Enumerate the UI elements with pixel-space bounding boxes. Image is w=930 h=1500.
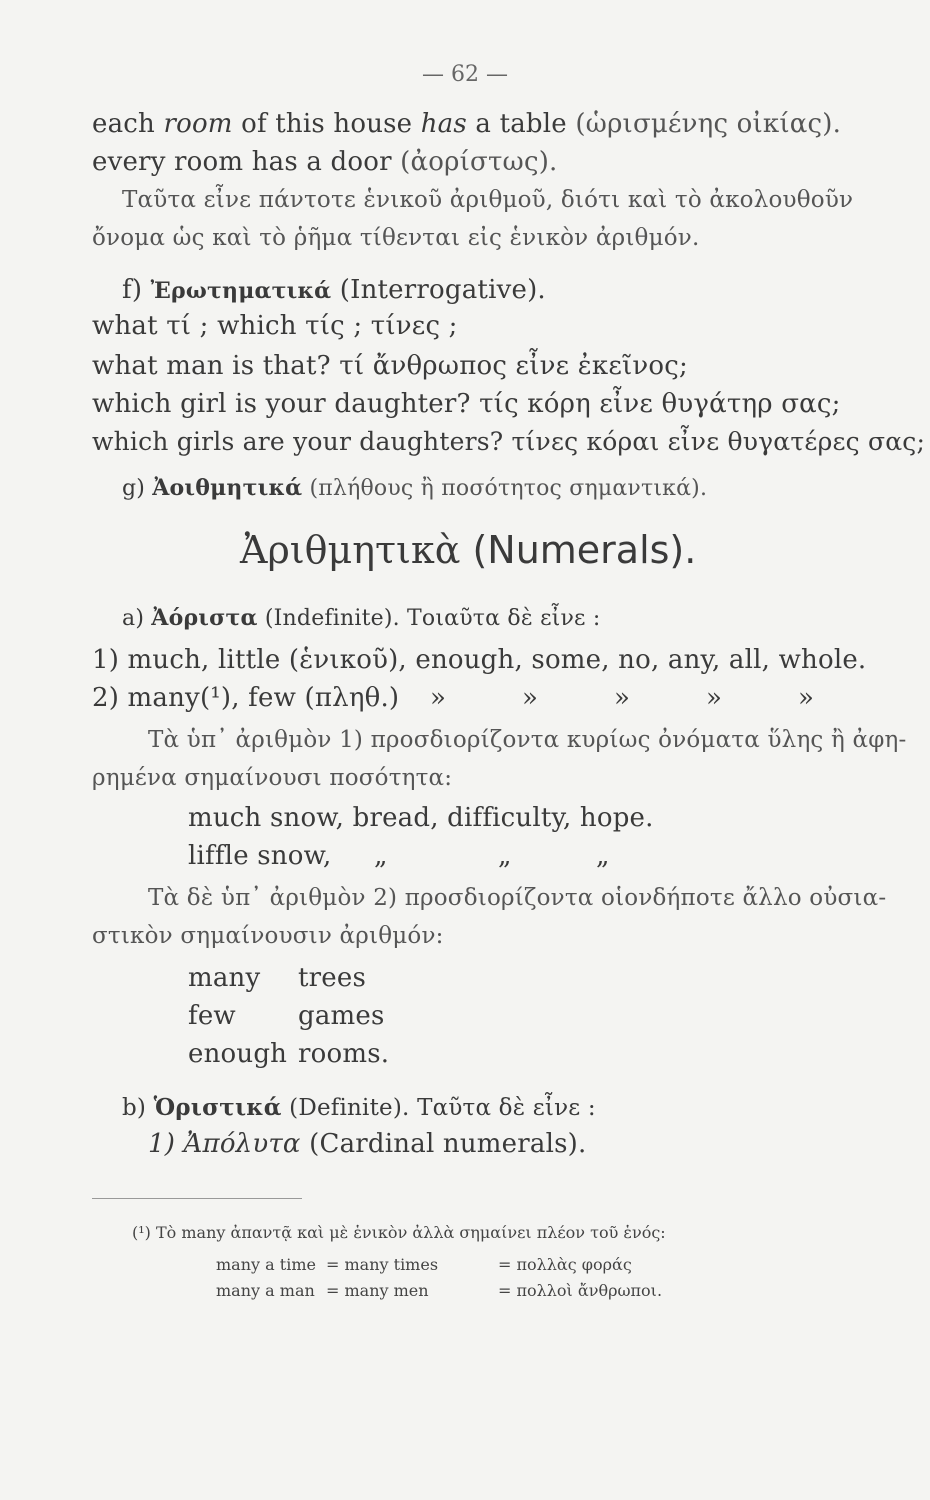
footnote-line-2: many a time = many times = πολλὰς φοράς (216, 1255, 632, 1274)
ditto-marks-row: » » » » » (429, 683, 815, 713)
example-few-games: few games (188, 1001, 385, 1031)
greek-para3-line-2: στικὸν σημαίνουσιν ἀριθμόν: (92, 923, 444, 949)
greek-para2-line-1: Τὰ ὑπ᾽ ἀριθμὸν 1) προσδιορίζοντα κυρίως ὀνόματα ὕλης ἢ ἀφη- (148, 727, 907, 753)
greek-para2-line-2: ρημένα σημαίνουσι ποσότητα: (92, 765, 453, 791)
section-b-heading: b) Ὁριστικά (Definite). Ταῦτα δὲ εἶνε : (122, 1094, 596, 1121)
interrogative-line-3: which girl is your daughter? τίς κόρη εἶνε θυγάτηρ σας; (92, 389, 841, 419)
line-every-room: every room has a door (ἀορίστως). (92, 147, 558, 177)
footnote-line-3: many a man = many men = πολλοὶ ἄνθρωποι. (216, 1281, 663, 1300)
example-much: much snow, bread, difficulty, hope. (188, 803, 654, 833)
section-f-heading: f) Ἐρωτηματικά (Interrogative). (122, 275, 546, 305)
example-enough-rooms: enough rooms. (188, 1039, 390, 1069)
greek-para-line-2: ὄνομα ὡς καὶ τὸ ῥῆμα τίθενται εἰς ἑνικὸν ἀριθμόν. (92, 225, 700, 251)
section-a-heading: a) Ἀόριστα (Indefinite). Τοιαῦτα δὲ εἶνε : (122, 605, 601, 631)
page-number: — 62 — (422, 62, 508, 87)
footnote-line-1: (¹) Τὸ many ἀπαντᾷ καὶ μὲ ἑνικὸν ἀλλὰ σημαίνει πλέον τοῦ ἑνός: (132, 1223, 666, 1242)
interrogative-line-1: what τί ; which τίς ; τίνες ; (92, 311, 458, 341)
indefinite-item-1: 1) much, little (ἑνικοῦ), enough, some, no, any, all, whole. (92, 645, 867, 675)
indefinite-item-2: 2) many(¹), few (πληθ.) » » » » » (92, 682, 399, 714)
greek-para3-line-1: Τὰ δὲ ὑπ᾽ ἀριθμὸν 2) προσδιορίζοντα οἱονδήποτε ἄλλο οὐσια- (148, 885, 887, 911)
interrogative-line-2: what man is that? τί ἄνθρωπος εἶνε ἐκεῖνος; (92, 351, 689, 381)
greek-para-line-1: Ταῦτα εἶνε πάντοτε ἑνικοῦ ἀριθμοῦ, διότι καὶ τὸ ἀκολουθοῦν (122, 187, 854, 213)
footnote-rule (92, 1198, 302, 1199)
example-little: liffle snow, „ „ „ (188, 841, 610, 871)
section-g-heading: g) Ἀοιθμητικά (πλήθους ἢ ποσότητος σημαντικά). (122, 475, 708, 501)
interrogative-line-4: which girls are your daughters? τίνες κόραι εἶνε θυγατέρες σας; (92, 427, 926, 456)
numerals-heading: Ἀριθμητικὰ (Numerals). (240, 528, 697, 572)
line-each-room: each room of this house has a table (ὡρισμένης οἰκίας). (92, 109, 842, 139)
example-many-trees: many trees (188, 963, 366, 993)
cardinal-heading: 1) Ἀπόλυτα (Cardinal numerals). (148, 1129, 587, 1159)
